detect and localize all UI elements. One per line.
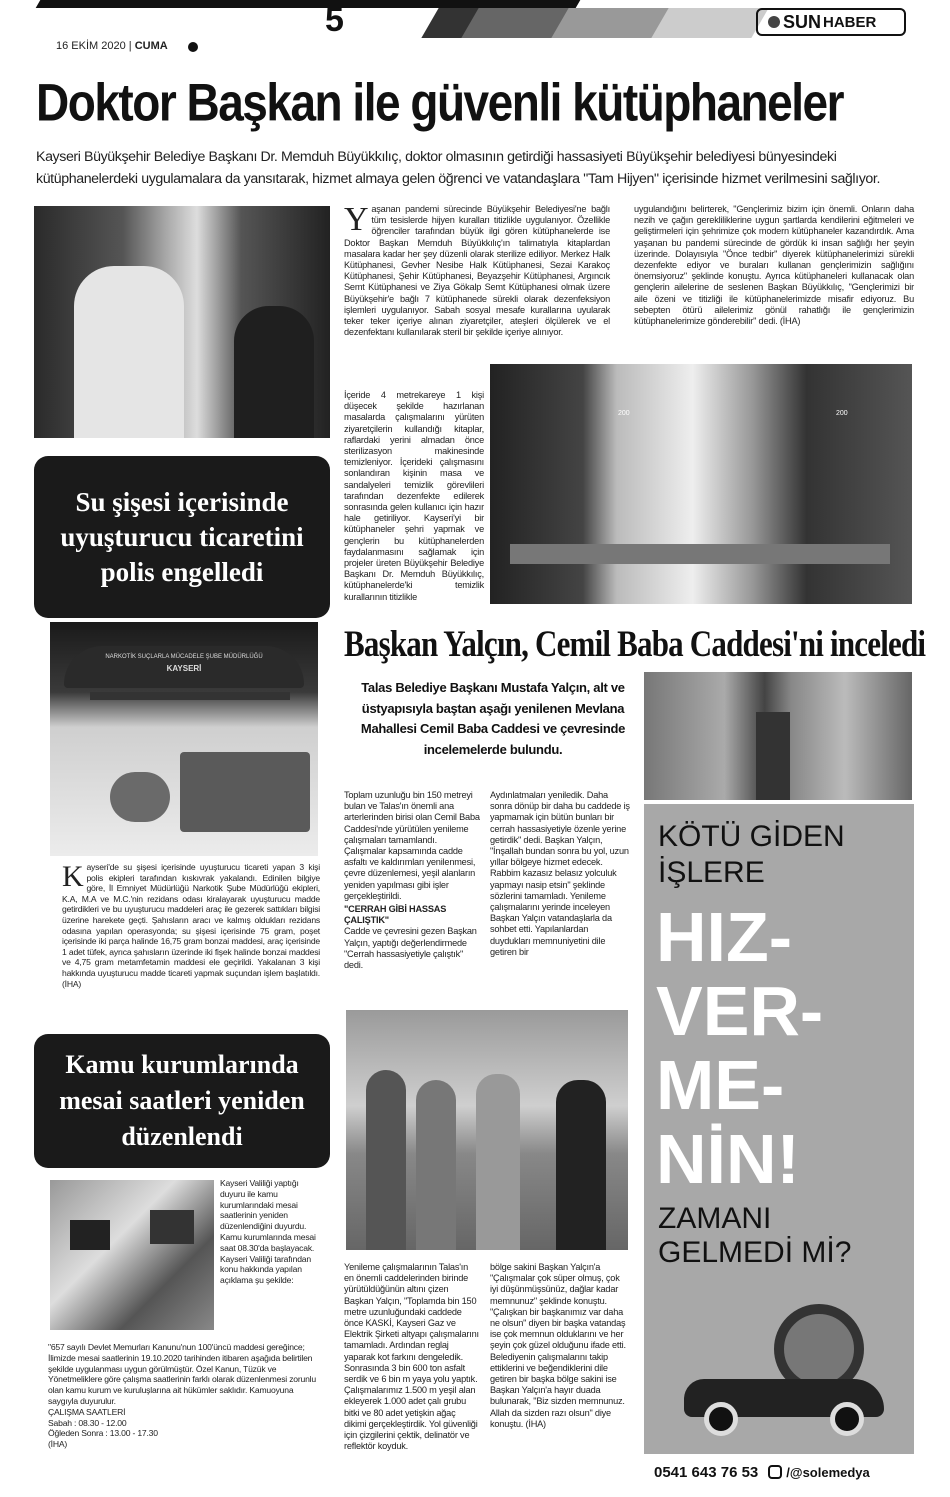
logo-dot-icon — [768, 16, 780, 28]
ad-phone: 0541 643 76 53 — [654, 1463, 759, 1481]
date: 16 EKİM 2020 — [56, 40, 126, 52]
story3-headline-box — [34, 1034, 330, 1168]
monitor-shape — [70, 1220, 110, 1250]
header-stripe-black — [36, 0, 581, 8]
story3-body-right: Kayseri Valiliği yaptığı duyuru ile kamu kurumlarındaki mesai saatlerinin yeniden düzenlendiğini duyurdu. Kamu kurumlarında mesai saat 08.30'da başlayacak. Kayseri Valiliği tarafından konu hakkında yapılan açıklama şu şekilde: — [220, 1178, 316, 1286]
hours-morning: Sabah : 08.30 - 12.00 — [48, 1417, 127, 1428]
monitor-shape-2 — [150, 1210, 194, 1244]
story4-headline: Başkan Yalçın, Cemil Baba Caddesi'ni inceledi — [344, 622, 926, 665]
logo-suffix: HABER — [823, 13, 877, 31]
story3-headline: Kamu kurumlarında mesai saatleri yeniden düzenlendi — [59, 1050, 305, 1151]
photo-sign-line1: NARKOTİK SUÇLARLA MÜCADELE ŞUBE MÜDÜRLÜĞÜ — [105, 654, 263, 660]
ad-big1: HIZ- — [656, 898, 793, 976]
shelf-label-a: 200 — [618, 410, 630, 417]
rifle-shape — [90, 692, 290, 700]
logo-prefix: SUN — [783, 11, 822, 32]
hours-title: ÇALIŞMA SAATLERİ — [48, 1406, 126, 1417]
photo-sign — [64, 646, 304, 688]
story4-col4: bölge sakini Başkan Yalçın'a "Çalışmalar çok süper olmuş, çok iyi düşünmüşsünüz, dağlar kadar memnunuz" şeklinde konuştu. "Çalışkan bir başkanımız var daha ne olsun" diyen bir başka vatandaş ise çok memnun olduklarını ve her şeyin çok güzel olduğunu ifade etti. Belediyenin çalışmalarını takip ettiklerini ve beğendiklerini dile getiren bir başka bölge sakini ise Başkan Yalçın'a hayır duada bulunarak, "Biz sizden memnunuz. Allah da sizden razı olsun" diye konuştu. (İHA) — [490, 1262, 626, 1429]
person-4 — [556, 1080, 606, 1250]
officer-figure — [74, 266, 184, 438]
dropcap-k: K — [62, 860, 84, 893]
hours-afternoon: Öğleden Sonra : 13.00 - 17.30 — [48, 1428, 158, 1439]
date-line: 16 EKİM 2020 | CUMA — [56, 40, 168, 52]
bullet-icon — [188, 42, 198, 52]
story1-col1-text: aşanan pandemi sürecinde Büyükşehir Belediyesi'ne bağlı tüm tesislerde hijyen kuralları titizlikle uygulanıyor. Özellikle öğrenciler tarafından büyük ilgi gören kütüphanelerde ise Doktor Başkan Memduh Büyükkılıç'ın talimatıyla kitaplardan masalara kadar her şey düzenli olarak sterilize ediliyor. Merkez Halk Kütüphanesi, Gevher Nesibe Halk Kütüphanesi, Sezai Karakoç Kütüphanesi, Şehir Kütüphanesi, Beyazşehir Kütüphanesi, Argıncık Semt Kütüphanesi ve Ziya Gökalp Semt Kütüphanesi olmak üzere Büyükşehir'e bağlı 7 kütüphanede sürekli olarak dezenfeksiyon işlemleri uygulanıyor. Sabah sosyal mesafe kurallarına uyularak teker teker içeriye alınan ziyaretçiler, ateşleri ölçülerek ve el dezenfektanı kullanılarak steril bir şekilde içeriye alınıyor. — [344, 204, 610, 338]
story1-col1 — [344, 201, 610, 338]
story4-col1b-text: Cadde ve çevresini gezen Başkan Yalçın, yaptığı değerlendirmede "Cerrah hassasiyetiyle çalıştık" dedi. — [344, 926, 477, 971]
story1-col2: uygulandığını belirterek, "Gençlerimiz bizim için önemli. Onların daha nezih ve çağın gerekliliklerine uygun şartlarda kendilerini eğitmeleri ve geliştirmeleri için şehrimize çok modern kütüphaneler kazandırdık. Ama yaşanan bu pandemi sürecinde de gördük ki insan sağlığı her şeyin üzerinde. Dolayısıyla "Önce tedbir" diyerek kütüphanelerimizi sürekli dezenfekte ediyor ve buraları kullanan gençlerimizin sağlığını önemsiyoruz" şeklinde konuştu. Ayrıca kütüphaneleri kullanacak olan gençlerin ailelerine de seslenen Başkan Büyükkılıç, "Gençlerimizi bir aile özeni ve titizliği ile kütüphanelerimizde misafir ediyoruz. Bu sebepten ötürü ailelerimiz gönül rahatlığı ile gençlerimizin kütüphanelerimize gönderebilir" dedi. (İHA) — [634, 204, 914, 327]
story4-photo-street — [644, 672, 912, 800]
wheel-right-icon — [830, 1402, 864, 1436]
ad-line3: ZAMANI — [658, 1202, 772, 1235]
header-stripe-4 — [651, 8, 768, 38]
logo — [756, 8, 906, 36]
story4-photo-people — [346, 1010, 628, 1250]
substance-large — [180, 752, 310, 832]
substance-small — [110, 772, 170, 822]
story2-body-text: ayseri'de su şişesi içerisinde uyuşturucu ticareti yapan 3 kişi polis ekipleri tarafından kıskıvrak yakalandı. Edinilen bilgiye göre, İl Emniyet Müdürlüğü Narkotik Şube Müdürlüğü ekipleri, K.A, M.A ve M.C.'nin rezidans odası kiralayarak uyuşturucu madde getirdikleri ve bu uyuşturucu maddeleri araç ile gezerek sattıkları bilgisi üzerine harekete geçti. Şahısların aracı ve kalmış oldukları rezidans odasına yapılan operasyonda; su şişesi içerisinde 75 gram, poşet içerisinde iki parça halinde 16,75 gram bonzai maddesi, araç içerisinde 1 adet tüfek, ayrıca şahısların üzerinde iki fişek halinde bonzai maddesi ve 4,75 gram metamfetamin maddesi ele geçirildi. Yakalanan 3 kişi hakkında uyuşturucu madde ticareti yapmak suçundan işlem başlatıldı. (İHA) — [62, 862, 320, 989]
ad-social: /@solemedya — [786, 1464, 870, 1480]
story4-col2: Aydınlatmaları yeniledik. Daha sonra dönüp bir daha bu caddede iş yapmamak için bütün bunları bir cerrah hassasiyetiyle özenle yerine getirdik" dedi. Başkan Yalçın, "İnşallah bundan sonra bu yol, uzun yıllar bölgeye hizmet edecek. Rabbim kazasız belasız yolculuk yapmayı nasip etsin" şeklinde sözlerini tamamladı. Yenileme çalışmalarını yerinde inceleyen Başkan Yalçın vatandaşlarla da sohbet etti. Yapılanlardan duydukları memnuniyetini dile getiren bir — [490, 790, 630, 957]
story2-photo-drugs — [50, 622, 318, 856]
photo-sign-line2: KAYSERİ — [166, 664, 202, 673]
table-surface — [510, 544, 890, 564]
story3-photo-office — [50, 1180, 214, 1330]
dropcap-y: Y — [344, 201, 369, 238]
wheel-left-icon — [704, 1402, 738, 1436]
ad-line4: GELMEDİ Mİ? — [658, 1236, 852, 1269]
road-shape — [756, 712, 790, 800]
story2-headline-box — [34, 456, 330, 618]
story4-lead: Talas Belediye Başkanı Mustafa Yalçın, alt ve üstyapısıyla baştan aşağı yenilenen Mevlana Mahallesi Cemil Baba Caddesi ve çevresinde incelemelerde bulundu. — [360, 680, 626, 757]
ad-big4: NİN! — [656, 1120, 800, 1198]
story1-photo-library — [490, 364, 912, 604]
shelf-label-b: 200 — [836, 410, 848, 417]
instagram-icon — [768, 1465, 782, 1479]
person-1 — [366, 1070, 406, 1250]
ad-big2: VER- — [656, 972, 824, 1050]
story3-source: (İHA) — [48, 1439, 68, 1450]
woman-figure — [234, 306, 314, 438]
masthead — [0, 0, 950, 60]
ad-line2: İŞLERE — [658, 856, 765, 889]
weekday: CUMA — [134, 40, 168, 52]
story1-photo-entrance — [34, 206, 330, 438]
ad-line1: KÖTÜ GİDEN — [658, 820, 845, 853]
story1-headline: Doktor Başkan ile güvenli kütüphaneler — [36, 72, 843, 133]
story3-body-text: "657 sayılı Devlet Memurları Kanunu'nun 100'üncü maddesi gereğince; İlimizde mesai saatlerinin 19.10.2020 tarihinden itibaren aşağıda belirtilen şekilde uygulanması uygun görülmüştür. Özel Kanun, Tüzük ve Yönetmeliklere göre çalışma saatlerinin farklı olarak düzenlenmesi zorunlu olan kamu kurum ve kuruluşlarına ait hükümler saklıdır. Kamuoyuna saygıyla duyurulur. — [48, 1342, 316, 1406]
story4-subhead: "CERRAH GİBİ HASSAS ÇALIŞTIK" — [344, 904, 447, 926]
story1-col1b: İçeride 4 metrekareye 1 kişi düşecek şekilde hazırlanan masalarda çalışmalarını yürüten ziyaretçilerin kullandığı kitaplar, raflardaki yerini almadan önce sterilizasyon makinesinde temizleniyor. İçerideki çalışmasını sonlandıran kişinin masa ve sandalyeleri temizlik görevlileri tarafından dezenfekte edilerek sonrasında gelen kullanıcı için hazır hale getiriliyor. Kayseri'yi bir kütüphaneler şehri yapmak ve gençlerin bu kütüphanelerden faydalanmasını sağlamak için projeler üreten Büyükşehir Belediye Başkanı Dr. Memduh Büyükkılıç, kütüphanelerde'ki temizlik kurallarının titizlikle — [344, 390, 484, 602]
story2-headline: Su şişesi içerisinde uyuşturucu ticaretini polis engelledi — [60, 486, 304, 587]
story4-col3: Yenileme çalışmalarının Talas'ın en önemli caddelerinden birinde yürütüldüğünün altını çizen Başkan Yalçın, "Toplamda bin 150 metre uzunluğundaki caddede önce KASKİ, Kayseri Gaz ve Elektrik Şirketi altyapı çalışmalarını tamamladı. Ardından reglaj yaparak kot farkını dengeledik. Sonrasında 3 bin 600 ton asfalt serdik ve 6 bin m yaya yolu yaptık. Çalışmalarımız 1.500 m yeşil alan ekleyerek 1.000 adet çalı grubu bitki ve 80 adet yetişkin ağaç dikimi gerçekleştirdik. Yol güvenliği için çizgilerini çektik, delinatör ve reflektör koyduk. — [344, 1262, 479, 1452]
person-3 — [476, 1074, 520, 1250]
story2-body — [62, 862, 320, 989]
ad-big3: ME- — [656, 1046, 785, 1124]
person-2 — [416, 1080, 456, 1250]
page-number: 5 — [325, 1, 344, 39]
story4-col1-text: Toplam uzunluğu bin 150 metreyi bulan ve Talas'ın önemli ana arterlerinden birisi olan Cemil Baba Caddesi'nde yürütülen yenileme çalışmaları tamamlandı. Çalışmalar kapsamında cadde asfaltı ve kaldırımları yenilenmesi, çevre düzenlemesi, yeşil alanların yeniden yapılması gibi işler gerçekleştirildi. — [344, 790, 480, 901]
story4-col1 — [344, 790, 480, 971]
story3-body-full — [48, 1342, 320, 1450]
ad-footer — [644, 1454, 914, 1490]
ad-box — [644, 804, 914, 1490]
story1-lead: Kayseri Büyükşehir Belediye Başkanı Dr. Memduh Büyükkılıç, doktor olmasının getirdiği hassasiyeti Büyükşehir belediyesi bünyesindeki kütüphanelerdeki uygulamalara da yansıtarak, hizmet almaya gelen öğrenci ve vatandaşlara "Tam Hijyen" içerisinde hizmet verilmesini sağlıyor. — [36, 149, 880, 187]
